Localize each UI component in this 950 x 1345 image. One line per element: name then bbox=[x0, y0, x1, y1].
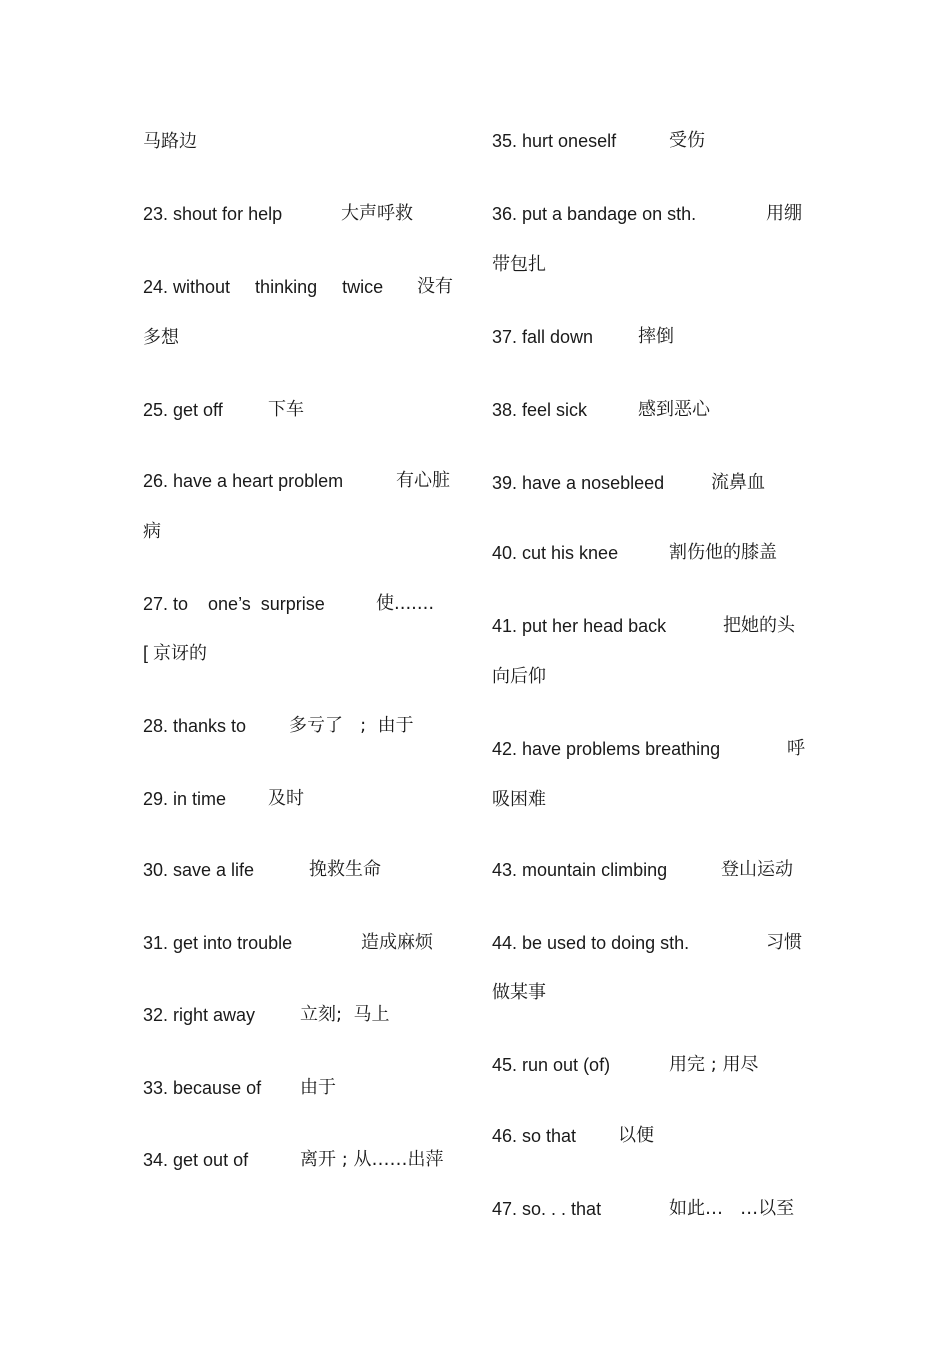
phrase-cn: 挽救生命 bbox=[309, 859, 381, 880]
right-line-35 bbox=[492, 129, 705, 153]
phrase-cn: 登山运动 bbox=[721, 859, 793, 880]
phrase-en: 44. be used to doing sth. bbox=[492, 933, 690, 953]
right-line-40 bbox=[492, 541, 777, 565]
left-line-29 bbox=[143, 787, 304, 811]
phrase-cn: 多亏了 ; 由于 bbox=[289, 715, 414, 736]
right-line-44-cont bbox=[492, 980, 546, 1004]
phrase-cn: 如此… …以至 bbox=[669, 1198, 795, 1219]
phrase-en: 40. cut his knee bbox=[492, 543, 619, 563]
line-text: [ 京讶的 bbox=[143, 643, 208, 663]
right-line-43 bbox=[492, 858, 793, 882]
phrase-en: 43. mountain climbing bbox=[492, 860, 668, 880]
phrase-cn: 有心脏 bbox=[396, 470, 450, 491]
right-line-41 bbox=[492, 614, 795, 638]
phrase-en: 36. put a bandage on sth. bbox=[492, 204, 697, 224]
right-line-39 bbox=[492, 471, 765, 495]
line-text: 病 bbox=[143, 521, 161, 541]
phrase-cn: 用绷 bbox=[766, 203, 802, 224]
phrase-cn: 大声呼救 bbox=[341, 203, 413, 224]
phrase-cn: 造成麻烦 bbox=[361, 932, 433, 953]
line-text: 向后仰 bbox=[492, 666, 546, 686]
left-line-24-cont bbox=[143, 325, 179, 349]
phrase-en: 31. get into trouble bbox=[143, 933, 293, 953]
phrase-en: 47. so. . . that bbox=[492, 1199, 602, 1219]
phrase-cn: 摔倒 bbox=[638, 326, 674, 347]
phrase-en: 30. save a life bbox=[143, 860, 255, 880]
right-line-36 bbox=[492, 202, 802, 226]
phrase-en: 39. have a nosebleed bbox=[492, 473, 665, 493]
phrase-en: 24. without thinking twice bbox=[143, 277, 384, 297]
line-text: 做某事 bbox=[492, 982, 546, 1002]
right-line-42-cont bbox=[492, 787, 546, 811]
line-text: 带包扎 bbox=[492, 254, 546, 274]
right-line-38 bbox=[492, 398, 710, 422]
phrase-en: 45. run out (of) bbox=[492, 1055, 611, 1075]
right-line-47 bbox=[492, 1197, 795, 1221]
right-line-42 bbox=[492, 737, 805, 761]
phrase-en: 34. get out of bbox=[143, 1150, 249, 1170]
left-line-32 bbox=[143, 1003, 390, 1027]
line-text: 多想 bbox=[143, 327, 179, 347]
line-text: 吸困难 bbox=[492, 789, 546, 809]
left-line-24 bbox=[143, 275, 453, 299]
phrase-cn: 流鼻血 bbox=[711, 472, 765, 493]
phrase-cn: 受伤 bbox=[669, 130, 705, 151]
phrase-cn: 以便 bbox=[618, 1125, 654, 1146]
left-line-27 bbox=[143, 592, 435, 616]
phrase-en: 38. feel sick bbox=[492, 400, 588, 420]
left-line-31 bbox=[143, 931, 433, 955]
phrase-cn: 由于 bbox=[300, 1077, 336, 1098]
right-line-41-cont bbox=[492, 664, 546, 688]
phrase-cn: 习惯 bbox=[766, 932, 802, 953]
phrase-en: 23. shout for help bbox=[143, 204, 283, 224]
phrase-cn: 呼 bbox=[787, 738, 805, 759]
right-line-37 bbox=[492, 325, 674, 349]
left-line-26 bbox=[143, 469, 450, 493]
left-line-28 bbox=[143, 714, 414, 738]
phrase-en: 42. have problems breathing bbox=[492, 739, 721, 759]
left-line-34 bbox=[143, 1148, 444, 1172]
line-text: 马路边 bbox=[143, 131, 197, 151]
phrase-cn: 感到恶心 bbox=[638, 399, 710, 420]
phrase-en: 33. because of bbox=[143, 1078, 262, 1098]
phrase-en: 28. thanks to bbox=[143, 716, 247, 736]
right-line-46 bbox=[492, 1124, 654, 1148]
left-line-27-cont bbox=[143, 641, 207, 665]
phrase-en: 32. right away bbox=[143, 1005, 256, 1025]
right-line-45 bbox=[492, 1053, 759, 1077]
left-line-25 bbox=[143, 398, 304, 422]
right-line-36-cont bbox=[492, 252, 546, 276]
phrase-cn: 割伤他的膝盖 bbox=[669, 542, 777, 563]
phrase-en: 26. have a heart problem bbox=[143, 471, 344, 491]
left-line-26-cont bbox=[143, 519, 161, 543]
right-line-44 bbox=[492, 931, 802, 955]
left-line-33 bbox=[143, 1076, 336, 1100]
phrase-cn: 立刻; 马上 bbox=[300, 1004, 390, 1025]
phrase-en: 46. so that bbox=[492, 1126, 577, 1146]
left-line-road-side bbox=[143, 129, 197, 153]
phrase-en: 35. hurt oneself bbox=[492, 131, 617, 151]
phrase-cn: 没有 bbox=[417, 276, 453, 297]
phrase-cn: 及时 bbox=[268, 788, 304, 809]
phrase-en: 25. get off bbox=[143, 400, 223, 420]
left-line-23 bbox=[143, 202, 413, 226]
phrase-cn: 离开 ; 从……出萍 bbox=[300, 1149, 444, 1170]
phrase-cn: 用完 ; 用尽 bbox=[669, 1054, 759, 1075]
phrase-cn: 使....... bbox=[376, 593, 435, 614]
phrase-en: 41. put her head back bbox=[492, 616, 667, 636]
phrase-en: 37. fall down bbox=[492, 327, 594, 347]
phrase-en: 27. to one’s surprise bbox=[143, 594, 325, 614]
phrase-en: 29. in time bbox=[143, 789, 227, 809]
phrase-cn: 把她的头 bbox=[723, 615, 795, 636]
left-line-30 bbox=[143, 858, 381, 882]
phrase-cn: 下车 bbox=[268, 399, 304, 420]
